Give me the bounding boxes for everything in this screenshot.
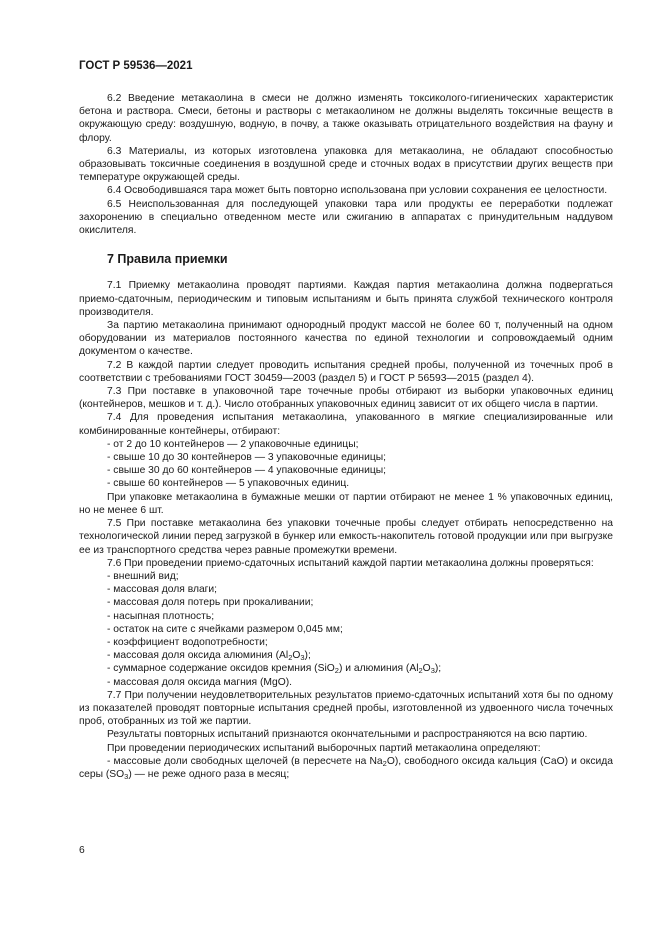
clause-7-6: 7.6 При проведении приемо-сдаточных испытаний каждой партии метакаолина должны проверяться: xyxy=(107,557,594,569)
periodic-tests-paragraph: При проведении периодических испытаний выборочных партий метакаолина определяют: xyxy=(107,742,541,754)
list-item: - насыпная плотность; xyxy=(107,610,215,622)
paper-bags-paragraph: При упаковке метакаолина в бумажные мешки от партии отбирают не менее 1 % упаковочных единиц, но не менее 6 шт. xyxy=(79,491,613,516)
list-item: - свыше 10 до 30 контейнеров — 3 упаковочные единицы; xyxy=(107,452,386,464)
clause-7-7: 7.7 При получении неудовлетворительных результатов приемо-сдаточных испытаний хотя бы по одному из показателей проводят повторные испытания средней пробы, изготовленной из удвоенного числа точечных проб, отобранных из той же партии. xyxy=(79,689,613,728)
clause-7-5: 7.5 При поставке метакаолина без упаковки точечные пробы следует отбирать непосредственно на технологической линии перед загрузкой в бункер или емкость-накопитель готовой продукции или при выгрузке ее из транспортного средства через равные промежутки времени. xyxy=(79,518,613,556)
retest-results-paragraph: Результаты повторных испытаний признаются окончательными и распространяются на всю партию. xyxy=(107,729,588,741)
lot-definition-paragraph: За партию метакаолина принимают однородный продукт массой не более 60 т, полученный на одном оборудовании из материалов постоянного качества по единой технологии и сопровождаемый одним документом о качестве. xyxy=(79,320,613,358)
list-item: - коэффициент водопотребности; xyxy=(107,636,268,648)
clause-6-2: 6.2 Введение метакаолина в смеси не должно изменять токсиколого-гигиенических характеристик бетона и раствора. Смеси, бетоны и растворы с метакаолином не должны выделять токсичные веществ в окружающую среду: воздушную, водную, в почву, а также оказывать отрицательного воздействия на фауну и флору. xyxy=(79,93,613,144)
list-item: - остаток на сите с ячейками размером 0,045 мм; xyxy=(107,623,343,635)
list-item: - свыше 60 контейнеров — 5 упаковочных единиц. xyxy=(107,478,350,490)
clause-6-4: 6.4 Освободившаяся тара может быть повторно использована при условии сохранения ее целостности. xyxy=(107,185,608,197)
section-7-title: 7 Правила приемки xyxy=(107,252,228,267)
clause-7-3: 7.3 При поставке в упаковочной таре точечные пробы отбирают из выборки упаковочных единиц (контейнеров, мешков и т. д.). Число отобранных упаковочных единиц зависит от их общего числа в партии. xyxy=(79,386,613,411)
clause-6-5: 6.5 Неиспользованная для последующей упаковки тара или продукты ее переработки подлежат захоронению в специально отведенном месте или сжиганию в аппаратах с принудительным наддувом окислителя. xyxy=(79,198,613,237)
list-item: - массовая доля влаги; xyxy=(107,584,218,596)
list-item: - внешний вид; xyxy=(107,570,179,582)
document-header-code: ГОСТ Р 59536—2021 xyxy=(79,60,193,72)
list-item: - массовая доля потерь при прокаливании; xyxy=(107,597,314,609)
page-number: 6 xyxy=(79,845,85,856)
list-item-oxides-sum: - суммарное содержание оксидов кремния (SiO$_2$) и алюминия $(Al_2O_3)$; xyxy=(107,663,442,676)
list-item: - свыше 30 до 60 контейнеров — 4 упаковочные единицы; xyxy=(107,465,386,477)
list-item: - от 2 до 10 контейнеров — 2 упаковочные единицы; xyxy=(107,438,359,450)
page-content xyxy=(79,92,613,781)
clause-7-2: 7.2 В каждой партии следует проводить испытания средней пробы, полученной из точечных проб в соответствии с требованиями ГОСТ 30459—2003 (раздел 5) и ГОСТ Р 56593—2015 (раздел 4). xyxy=(79,359,613,384)
list-item-mgo: - массовая доля оксида магния (MgO). xyxy=(107,676,293,688)
list-item-alumina: - массовая доля оксида алюминия $(Al_2O_3)$; xyxy=(107,650,311,663)
periodic-list-item: - массовые доли свободных щелочей (в пересчете на $Na_2O$), свободного оксида кальция (CaO) и оксида серы $(SO_3)$ — не реже одного раза в месяц; xyxy=(79,755,614,781)
clause-7-1: 7.1 Приемку метакаолина проводят партиями. Каждая партия метакаолина должна подвергаться приемо-сдаточным, периодическим и типовым испытаниям и быть принята службой технического контроля производителя. xyxy=(79,280,613,318)
clause-7-4: 7.4 Для проведения испытания метакаолина, упакованного в мягкие специализированные или комбинированные контейнеры, отбирают: xyxy=(79,412,613,437)
clause-6-3: 6.3 Материалы, из которых изготовлена упаковка для метакаолина, не обладают способностью образовывать токсичные соединения в воздушной среде и сточных водах в присутствии других веществ при температуре окружающей среды. xyxy=(79,145,613,184)
